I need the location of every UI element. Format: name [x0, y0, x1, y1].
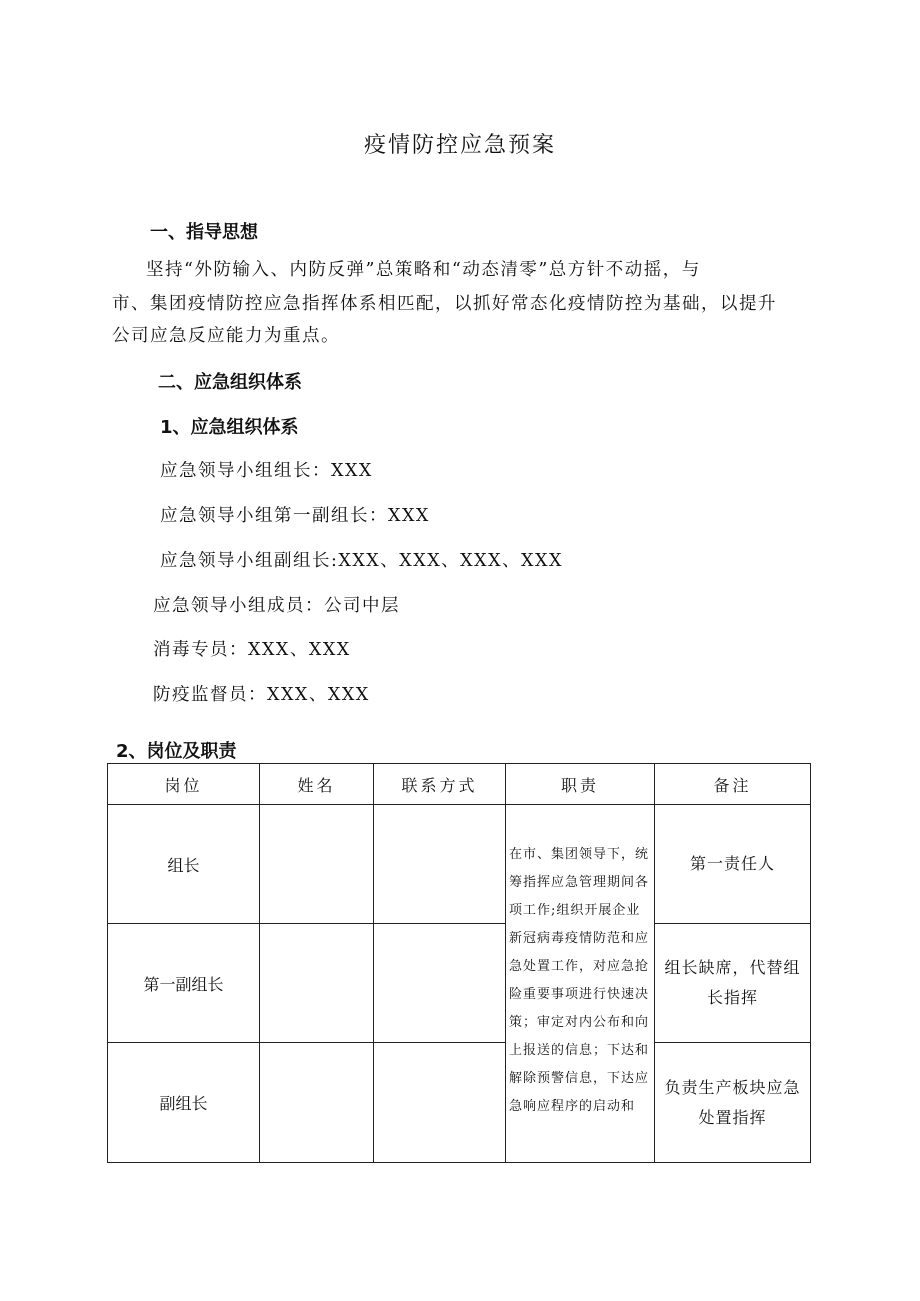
paragraph-line: 坚持“外防输入、内防反弹”总策略和“动态清零”总方针不动摇，与 [146, 260, 701, 280]
header-name: 姓名 [260, 764, 374, 805]
post-cell: 副组长 [108, 1043, 260, 1163]
section-heading-guiding-thought: 一、指导思想 [150, 222, 258, 243]
contact-cell [374, 1043, 506, 1163]
section-heading-organization: 二、应急组织体系 [158, 372, 302, 393]
member-line: 防疫监督员：XXX、XXX [153, 685, 370, 705]
member-line: 应急领导小组第一副组长：XXX [160, 506, 430, 526]
document-title: 疫情防控应急预案 [363, 133, 556, 158]
paragraph-line: 市、集团疫情防控应急指挥体系相匹配，以抓好常态化疫情防控为基础，以提升 [112, 294, 777, 314]
duties-table [107, 763, 811, 1163]
note-cell: 第一责任人 [655, 805, 811, 924]
header-post: 岗位 [108, 764, 260, 805]
member-line: 消毒专员：XXX、XXX [153, 640, 351, 660]
member-line: 应急领导小组组长：XXX [160, 461, 373, 481]
header-duty: 职责 [506, 764, 655, 805]
member-line: 应急领导小组成员：公司中层 [153, 596, 400, 616]
table-row [108, 805, 811, 924]
name-cell [260, 1043, 374, 1163]
post-cell: 第一副组长 [108, 924, 260, 1043]
table-row [108, 924, 811, 1043]
table-row [108, 1043, 811, 1163]
member-line: 应急领导小组副组长:XXX、XXX、XXX、XXX [160, 551, 563, 571]
post-cell: 组长 [108, 805, 260, 924]
duty-cell: 在市、集团领导下，统筹指挥应急管理期间各项工作;组织开展企业新冠病毒疫情防范和应急处置工作，对应急抢险重要事项进行快速决策；审定对内公布和向上报送的信息；下达和解除预警信息，下达应急响应程序的启动和 [506, 805, 655, 1163]
subheading-duties: 2、岗位及职责 [116, 741, 237, 762]
subheading-organization: 1、应急组织体系 [160, 417, 299, 438]
name-cell [260, 924, 374, 1043]
contact-cell [374, 924, 506, 1043]
table-header-row [108, 764, 811, 805]
header-note: 备注 [655, 764, 811, 805]
name-cell [260, 805, 374, 924]
note-cell: 组长缺席，代替组长指挥 [655, 924, 811, 1043]
note-cell: 负责生产板块应急处置指挥 [655, 1043, 811, 1163]
header-contact: 联系方式 [374, 764, 506, 805]
paragraph-line: 公司应急反应能力为重点。 [112, 326, 340, 346]
contact-cell [374, 805, 506, 924]
